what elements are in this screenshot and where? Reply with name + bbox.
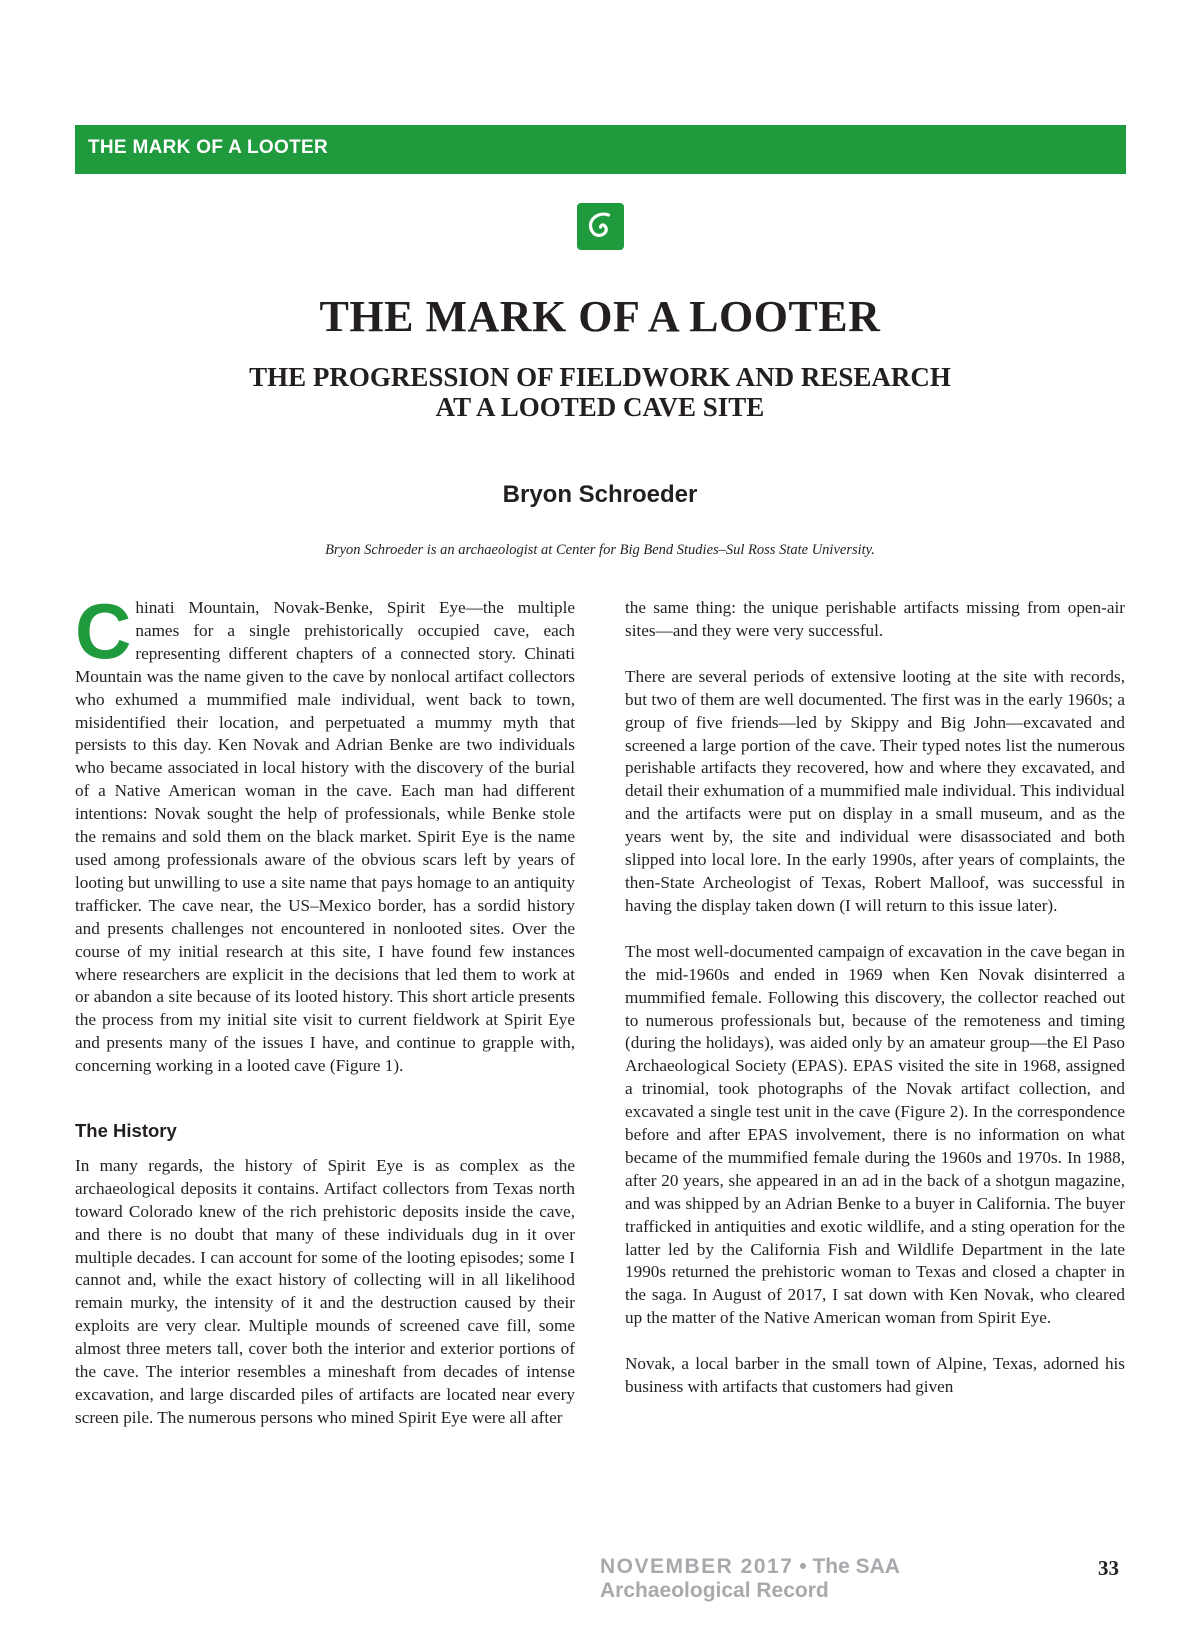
author-affiliation: Bryon Schroeder is an archaeologist at Center for Big Bend Studies–Sul Ross State University. [325, 542, 875, 558]
body-paragraph-4: There are several periods of extensive looting at the site with records, but two of them are well documented. The first was in the early 1960s; a group of five friends—led by Skippy and Big John—excavated and screened a large portion of the cave. Their typed notes list the numerous perishable artifacts they recovered, how and where they excavated, and detail their exhumation of a mummified male individual. This individual and the artifacts were put on display in a small museum, and as the years went by, the site and individual were disassociated and both slipped into local lore. In the early 1990s, after years of complaints, the then-State Archeologist of Texas, Robert Malloof, was successful in having the display taken down (I will return to this issue later). [625, 666, 1125, 915]
article-subtitle [0, 362, 1200, 422]
body-paragraph-3: the same thing: the unique perishable artifacts missing from open-air sites—and they were very successful. [625, 598, 1125, 640]
intro-paragraph [75, 587, 575, 1078]
drop-cap: C [75, 587, 132, 675]
section-heading: The History [75, 1120, 177, 1142]
footer-journal: The SAA Archaeological Record [600, 1555, 900, 1602]
right-column [625, 597, 1125, 1399]
footer-bullet: • [793, 1555, 813, 1578]
intro-text: hinati Mountain, Novak-Benke, Spirit Eye—the multiple names for a single prehistorically occupied cave, each representing different chapters of a connected story. Chinati Mountain was the name given to the cave by nonlocal artifact collectors who exhumed a mummified male individual, went back to town, misidentified their location, and perpetuated a mummy myth that persists to this day. Ken Novak and Adrian Benke are two individuals who became associated in local history with the discovery of the burial of a Native American woman in the cave. Each man had different intentions: Novak sought the help of professionals, while Benke stole the remains and sold them on the black market. Spirit Eye is the name used among professionals aware of the obvious scars left by years of looting but unwilling to use a site name that pays homage to an antiquity trafficker. The cave near, the US–Mexico border, has a sordid history and presents challenges not encountered in nonlooted sites. Over the course of my initial research at this site, I have found few instances where researchers are explicit in the decisions that led them to work at or abandon a site because of its looted history. This short article presents the process from my initial site visit to current fieldwork at Spirit Eye and presents many of the issues I have, and continue to grapple with, concerning working in a looted cave (Figure 1). [75, 598, 575, 1076]
left-column [75, 587, 575, 1430]
page-number: 33 [1098, 1556, 1119, 1580]
spiral-icon [575, 201, 626, 252]
subtitle-line-2: AT A LOOTED CAVE SITE [435, 392, 765, 422]
banner-title: THE MARK OF A LOOTER [88, 137, 328, 158]
subtitle-line-1: THE PROGRESSION OF FIELDWORK AND RESEARCH [249, 362, 951, 392]
body-paragraph-6: Novak, a local barber in the small town of Alpine, Texas, adorned his business with artifacts that customers had given [625, 1354, 1125, 1397]
body-paragraph-5: The most well-documented campaign of excavation in the cave began in the mid-1960s and ended in 1969 when Ken Novak disinterred a mummified female. Following this discovery, the collector reached out to numerous professionals but, because of the remoteness and timing (during the holidays), was aided only by an amateur group—the El Paso Archaeological Society (EPAS). EPAS visited the site in 1968, assigned a trinomial, took photographs of the Novak artifact collection, and excavated a single test unit in the cave (Figure 2). In the correspondence before and after EPAS involvement, there is no information on what became of the mummified female during the 1960s and 1970s. In 1988, after 20 years, she appeared in an ad in the back of a shotgun magazine, and was shipped by an Adrian Benke to a buyer in California. The buyer trafficked in antiquities and exotic wildlife, and a sting operation for the latter led by the California Fish and Wildlife Department in the late 1990s returned the prehistoric woman to Texas and closed a chapter in the saga. In August of 2017, I sat down with Ken Novak, who cleared up the matter of the Native American woman from Spirit Eye. [625, 941, 1125, 1328]
author-name: Bryon Schroeder [502, 481, 698, 508]
section-banner [75, 125, 1126, 174]
running-footer [600, 1555, 1040, 1603]
history-paragraph: In many regards, the history of Spirit Eye is as complex as the archaeological deposits it contains. Artifact collectors from Texas north toward Colorado knew of the rich prehistoric deposits inside the cave, and there is no doubt that many of these individuals dug in it over multiple decades. I can account for some of the looting episodes; some I cannot and, while the exact history of collecting will in all likelihood remain murky, the intensity of it and the destruction caused by their exploits are very clear. Multiple mounds of screened cave fill, some almost three meters tall, cover both the interior and exterior portions of the cave. The interior resembles a mineshaft from decades of intense excavation, and large discarded piles of artifacts are located near every screen pile. The numerous persons who mined Spirit Eye were all after [75, 1155, 575, 1427]
article-title: THE MARK OF A LOOTER [319, 292, 881, 341]
footer-date: NOVEMBER 2017 [600, 1555, 794, 1578]
